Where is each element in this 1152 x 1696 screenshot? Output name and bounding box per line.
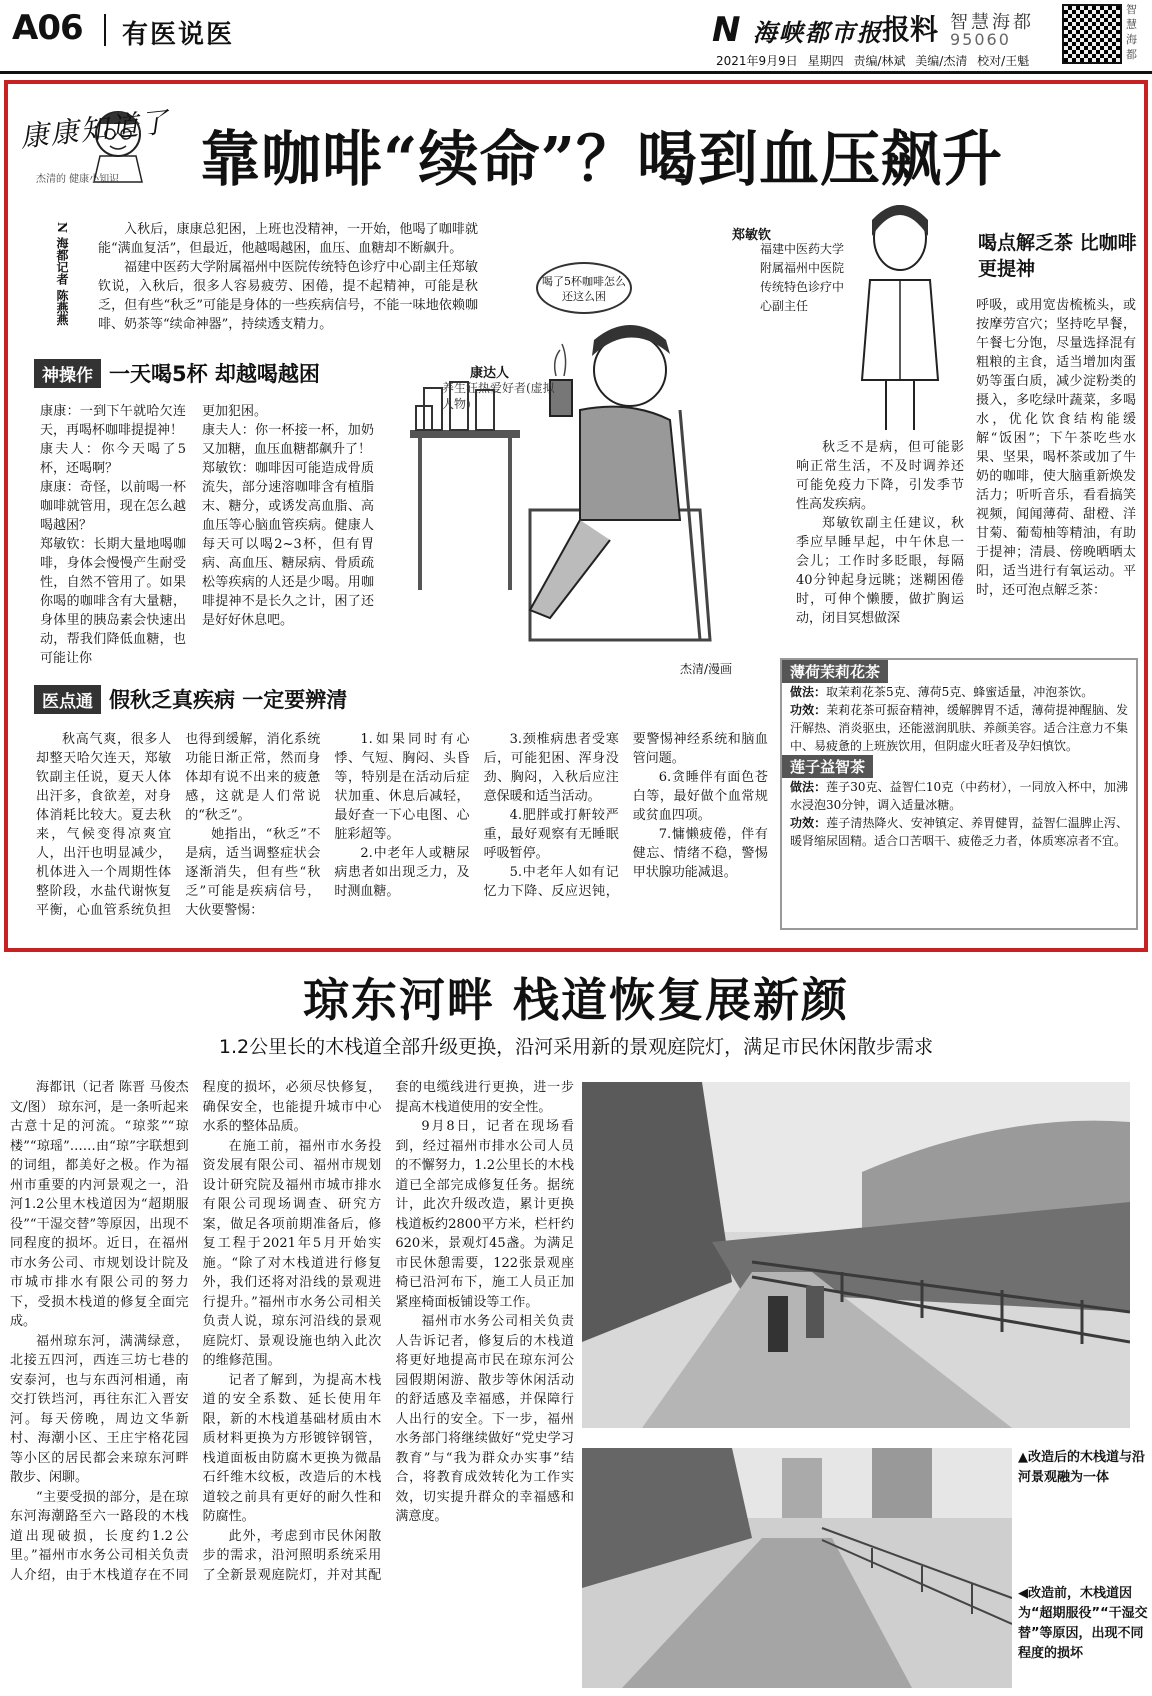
advice-paragraph: 秋乏不是病，但可能影响正常生活，不及时调养还可能免疫力下降，引发季节性高发疾病。 — [796, 440, 964, 512]
dialogue-column — [202, 402, 374, 630]
story-paragraph: 海都讯（记者 陈晋 马俊杰 文/图） 琼东河，是一条听起来古意十足的河流。“琼浆”“琼楼”“琼瑶”……由“琼”字联想到的词组，都美好之极。作为福州市重要的内河景观之一，沿河1.2公里木栈道因为“超期服役”“干湿交替”等原因，出现不同程度的损坏。近日，在福州市水务公司、市规划设计院及市城市排水有限公司的努力下，受损木栈道的修复全面完成。 — [10, 1080, 189, 1329]
recipe-name: 莲子益智茶 — [782, 755, 873, 778]
dialogue-line: 康夫人：你今天喝了5杯，还喝啊？ — [40, 442, 186, 476]
dialogue-line: 更加犯困。 — [202, 404, 268, 419]
tea-text: 呼吸，或用宽齿梳梳头，或按摩劳宫穴；坚持吃早餐，午餐七分饱，尽量选择混有粗粮的主食，适当增加肉蛋奶等蛋白质，减少淀粉类的摄入，多吃绿叶蔬菜，多喝水，优化饮食结构能缓解“饭困”；下午茶吃些水果、坚果，喝杯茶或加了牛奶的咖啡，使大脑重新焕发活力；听听音乐，看看搞笑视频，闻闻薄荷、甜橙、洋甘菊、葡萄柚等精油，有助于提神；清晨、傍晚晒晒太阳，适当进行有氧运动。平时，还可泡点解乏茶： — [976, 298, 1136, 598]
dialogue-line: 康夫人：你一杯接一杯，加奶又加糖，血压血糖都飙升了！ — [202, 423, 374, 457]
recipe-effect: 莲子清热降火、安神镇定、养胃健胃，益智仁温脾止泻、暖肾缩尿固精。适合口苦咽干、疲倦乏力者，体质寒凉者不宜。 — [790, 816, 1128, 848]
story-paragraph: 福州市水务公司相关负责人告诉记者，修复后的木栈道将更好地提高市民在琼东河公园假期闲游、散步等休闲活动的舒适感及幸福感，并保障行人出行的安全。下一步，福州水务部门将继续做好“党史学习教育”与“我为群众办实事”结合，将教育成效转化为工作实效，切实提升群众的幸福感和满意度。 — [395, 1314, 574, 1524]
story-paragraph: 在施工前，福州市水务投资发展有限公司、福州市规划设计研究院及福州市城市排水有限公司现场调查、研究方案，做足各项前期准备后，修复工程于2021年5月开始实施。“除了对木栈道进行修复外，我们还将对沿线的景观进行提升。”福州市水务公司相关负责人说，琼东河沿线的景观庭院灯、景观设施也纳入此次的维修范围。 — [202, 1138, 382, 1368]
header-divider — [104, 14, 106, 46]
dialogue-line: 康康：一到下午就哈欠连天，再喝杯咖啡提提神！ — [40, 404, 186, 438]
section-name: 有医说医 — [122, 20, 235, 50]
warning-paragraph: 5.中老年人如有记忆力下降、反应迟钝，要警惕神经系统和脑血管问题。 — [483, 732, 768, 899]
boardwalk-before-photo — [582, 1448, 1012, 1688]
dialogue-line: 康康：奇怪，以前喝一杯咖啡就管用，现在怎么越喝越困？ — [40, 480, 186, 533]
speech-bubble: 喝了5杯咖啡怎么还这么困 — [536, 262, 632, 314]
warning-paragraph: 4.肥胖或打鼾较严重，最好观察有无睡眠呼吸暂停。 — [483, 808, 619, 861]
story-subheadline: 1.2公里长的木栈道全部升级更换，沿河采用新的景观庭院灯，满足市民休闲散步需求 — [218, 1036, 934, 1058]
column-logo-caption: 杰清的 健康小知识 — [36, 174, 120, 185]
section-title: 假秋乏真疾病 一定要辨清 — [109, 688, 348, 712]
intro-paragraph: 福建中医药大学附属福州中医院传统特色诊疗中心副主任郑敏钦说，入秋后，很多人容易疲劳、困倦，提不起精神，可能是秋乏，但有些“秋乏”可能是身体的一些疾病信号，不能一味地依赖咖啡、奶茶等“续命神器”，持续透支精力。 — [98, 260, 478, 332]
dialogue-line: 郑敏钦：咖啡因可能造成骨质流失，部分速溶咖啡含有植脂末、糖分，或诱发高血脂、高血压等心脑血管疾病。健康人每天可以喝2~3杯，但有胃病、高血压、糖尿病、骨质疏松等疾病的人还是少喝。用咖啡提神不是长久之计，困了还是好好休息吧。 — [202, 461, 374, 628]
section-title: 一天喝5杯 却越喝越困 — [109, 362, 320, 386]
issue-info: 2021年9月9日 星期四 责编/林斌 美编/杰清 校对/王魁 — [716, 54, 1030, 68]
photo-caption-before: ◀改造前，木栈道因为“超期服役”“干湿交替”等原因，出现不同程度的损坏 — [1018, 1586, 1148, 1661]
recipe-effect: 茉莉花茶可振奋精神，缓解脾胃不适，薄荷提神醒脑、发汗解热、消炎驱虫，还能滋润肌肤、养颜美容。适合注意力不集中、易疲惫的上班族饮用，但阴虚火旺者及孕妇慎饮。 — [790, 703, 1128, 753]
boardwalk-after-photo — [582, 1082, 1130, 1428]
tip-label: 报料 — [882, 13, 939, 46]
qr-code-icon — [1062, 4, 1122, 64]
warning-paragraph: 1.如果同时有心悸、气短、胸闷、头昏等，特别是在活动后症状加重、休息后减轻，最好查一下心电图、心脏彩超等。 — [334, 732, 470, 842]
character-name: 康达人 — [470, 366, 510, 381]
character-description: 养生狂热爱好者(虚拟人物) — [442, 381, 555, 411]
recipe — [782, 660, 1136, 755]
section-tag: 神操作 — [34, 359, 101, 388]
story-paragraph: 记者了解到，为提高木栈道的安全系数、延长使用年限，新的木栈道基础材质由木质材料更换为方形镀锌钢管，栈道面板由防腐木更换为微晶石纤维木纹板，改造后的木栈道较之前具有更好的耐久性和防腐性。 — [202, 1372, 382, 1524]
recipe — [782, 755, 1136, 850]
warning-paragraph: 6.贪睡伴有面色苍白等，最好做个血常规或贫血四项。 — [632, 770, 768, 823]
coffee-drinker-cartoon-icon — [380, 310, 750, 670]
fatigue-advice — [796, 438, 964, 628]
warning-paragraph: 2.中老年人或糖尿病患者如出现乏力，及时测血糖。 — [334, 846, 470, 899]
qr-side-text: 智慧海都 — [1126, 3, 1137, 61]
cartoon-credit: 杰清/漫画 — [680, 662, 733, 676]
recipe-method: 取茉莉花茶5克、薄荷5克、蜂蜜适量，冲泡茶饮。 — [826, 685, 1094, 699]
n-logo-icon: N — [712, 10, 743, 50]
tea-section-title: 喝点解乏茶 比咖啡更提神 — [978, 232, 1137, 280]
warning-paragraph: 3.颈椎病患者受寒后，可能犯困、浑身没劲、胸闷，入秋后应注意保暖和适当活动。 — [483, 732, 619, 804]
section-tag: 医点通 — [34, 685, 101, 714]
story-paragraph: 此外，考虑到市民休闲散步的需求，沿河照明系统采用了全新景观庭院灯，并对其配套的电缆线进行更换，进一步提高木栈道使用的安全性。 — [202, 1080, 574, 1583]
warning-signs-text — [36, 730, 768, 936]
warning-paragraph: 7.慵懒疲倦，伴有健忘、情绪不稳，警惕甲状腺功能减退。 — [632, 827, 768, 880]
intro-paragraph: 入秋后，康康总犯困，上班也没精神，一开始，他喝了咖啡就能“满血复活”，但最近，他越喝越困，血压、血糖却不断飙升。 — [98, 222, 478, 256]
advice-paragraph: 郑敏钦副主任建议，秋季应早睡早起，中午休息一会儿；工作时多眨眼，每隔40分钟起身远眺；迷糊困倦时，可伸个懒腰，做扩胸运动，闭目冥想做深 — [796, 516, 964, 626]
story-body — [10, 1078, 574, 1688]
section-heading-warnings — [34, 684, 454, 714]
main-headline: 靠咖啡“续命”？喝到血压飙升 — [200, 125, 1004, 195]
story-paragraph: 9月8日，记者在现场看到，经过福州市排水公司人员的不懈努力，1.2公里长的木栈道已全部完成修复任务。据统计，此次升级改造，累计更换栈道板约2800平方米，栏杆约620米，景观灯45盏。为满足市民休憩需要，122张景观座椅已沿河布下，施工人员正加紧座椅面板铺设等工作。 — [395, 1119, 574, 1310]
tip-phone: 95060 — [950, 30, 1011, 49]
tip-name: 智慧海都 — [950, 12, 1034, 33]
doctor-title: 福建中医药大学附属福州中医院传统特色诊疗中心副主任 — [760, 242, 845, 313]
dialogue-column — [40, 402, 186, 668]
recipe-effect-label: 功效： — [790, 816, 827, 830]
recipe-method-label: 做法： — [790, 685, 827, 699]
recipe-method: 莲子30克、益智仁10克（中药材），一同放入杯中，加沸水浸泡30分钟，调入适量冰糖。 — [790, 780, 1128, 812]
story-paragraph: 福州琼东河，满满绿意，北接五四河，西连三坊七巷的安泰河，也与东西河相通，南交打铁垱河，再往东汇入晋安河。每天傍晚，周边文华新村、海潮小区、王庄宇格花园等小区的居民都会来琼东河畔散步、闲聊。 — [10, 1333, 189, 1485]
warning-paragraph: 她指出，“秋乏”不是病，适当调整症状会逐渐消失，但有些“秋乏”可能是疾病信号，大伙要警惕： — [185, 827, 321, 918]
recipe-name: 薄荷茉莉花茶 — [782, 660, 888, 683]
recipe-method-label: 做法： — [790, 780, 827, 794]
tea-recipe-box — [780, 658, 1138, 930]
newspaper-name: 海峡都市报 — [752, 18, 883, 47]
doctor-name: 郑敏钦 — [732, 228, 772, 243]
story-paragraph: “主要受损的部分，是在琼东河海潮路至六一路段的木栈道出现破损，长度约1.2公里。”福州市水务公司相关负责人介绍，由于木栈道存在不同程度的损坏，必须尽快修复，确保安全，也能提升城市中心水系的整体品质。 — [10, 1080, 382, 1583]
recipe-effect-label: 功效： — [790, 703, 827, 717]
dialogue-line: 郑敏钦：长期大量地喝咖啡，身体会慢慢产生耐受性，自然不管用了。如果你喝的咖啡含有大量糖，身体里的胰岛素会快速出动，帮我们降低血糖，也可能让你 — [40, 537, 186, 666]
column-logo-text: 康康知道了 — [18, 105, 172, 154]
warning-paragraph: 秋高气爽，很多人却整天哈欠连天，郑敏钦副主任说，夏天人体出汗多，食欲差，对身体消耗比较大。夏去秋来，气候变得凉爽宜人，出汗也明显减少，机体进入一个周期性体整阶段，水盐代谢恢复平衡，心血管系统负担也得到缓解，消化系统功能日渐正常，然而身体却有说不出来的疲惫感，这就是人们常说的“秋乏”。 — [36, 732, 321, 918]
page-number: A06 — [12, 8, 83, 48]
byline: N 海都记者 陈燕燕 — [55, 222, 69, 326]
doctor-portrait-icon — [850, 200, 950, 440]
newspaper-logo — [712, 10, 883, 50]
photo-caption-after: ▲改造后的木栈道与沿河景观融为一体 — [1018, 1450, 1145, 1485]
story-headline: 琼东河畔 栈道恢复展新颜 — [302, 973, 849, 1027]
